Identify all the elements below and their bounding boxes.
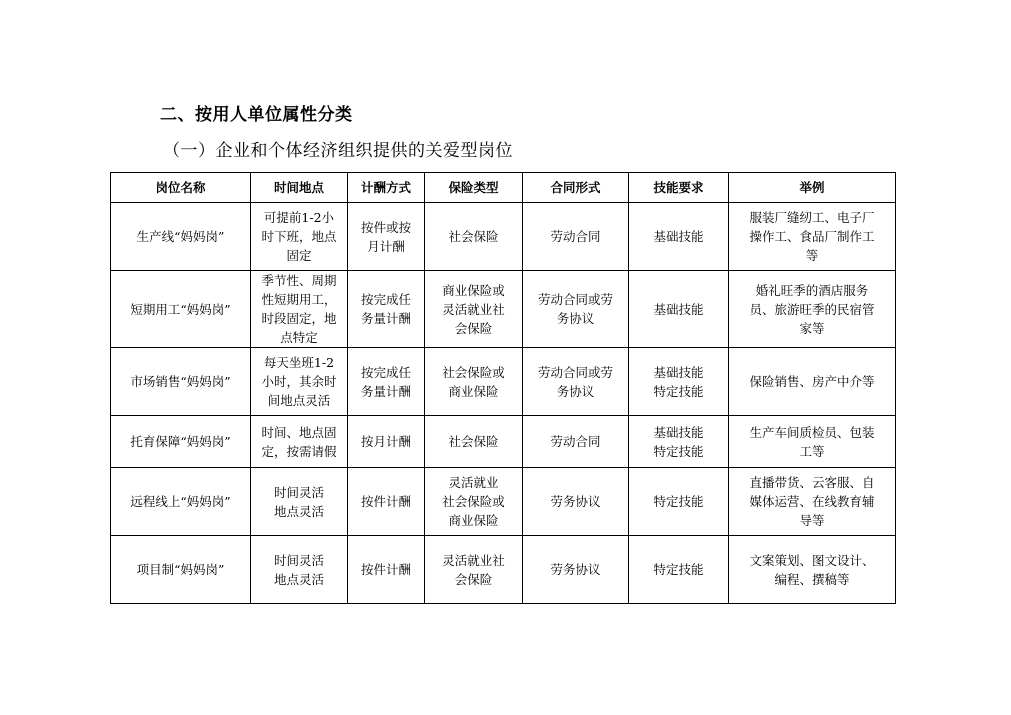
cell-example: 保险销售、房产中介等	[729, 348, 896, 416]
cell-pay-method: 按完成任 务量计酬	[348, 271, 425, 348]
cell-contract-form: 劳务协议	[523, 536, 629, 604]
cell-contract-form: 劳动合同或劳 务协议	[523, 271, 629, 348]
table-row	[111, 203, 896, 271]
cell-contract-form: 劳动合同或劳 务协议	[523, 348, 629, 416]
table-row	[111, 271, 896, 348]
cell-position-name: 项目制“妈妈岗”	[111, 536, 251, 604]
cell-position-name: 远程线上“妈妈岗”	[111, 468, 251, 536]
cell-contract-form: 劳动合同	[523, 203, 629, 271]
cell-position-name: 市场销售“妈妈岗”	[111, 348, 251, 416]
header-pay-method: 计酬方式	[348, 173, 425, 203]
cell-pay-method: 按件计酬	[348, 536, 425, 604]
header-position-name: 岗位名称	[111, 173, 251, 203]
table-row	[111, 536, 896, 604]
header-time-place: 时间地点	[251, 173, 348, 203]
cell-insurance-type: 社会保险	[425, 416, 523, 468]
cell-skill-requirement: 基础技能 特定技能	[629, 348, 729, 416]
cell-pay-method: 按件或按 月计酬	[348, 203, 425, 271]
cell-pay-method: 按件计酬	[348, 468, 425, 536]
cell-example: 文案策划、图文设计、 编程、撰稿等	[729, 536, 896, 604]
subsection-heading: （一）企业和个体经济组织提供的关爱型岗位	[163, 141, 513, 161]
cell-skill-requirement: 特定技能	[629, 536, 729, 604]
cell-insurance-type: 社会保险	[425, 203, 523, 271]
cell-pay-method: 按完成任 务量计酬	[348, 348, 425, 416]
job-position-table	[110, 172, 896, 604]
header-example: 举例	[729, 173, 896, 203]
cell-time-place: 季节性、周期 性短期用工， 时段固定，地 点特定	[251, 271, 348, 348]
cell-position-name: 短期用工“妈妈岗”	[111, 271, 251, 348]
cell-time-place: 可提前1-2小 时下班，地点 固定	[251, 203, 348, 271]
cell-position-name: 生产线“妈妈岗”	[111, 203, 251, 271]
cell-contract-form: 劳务协议	[523, 468, 629, 536]
cell-skill-requirement: 基础技能	[629, 203, 729, 271]
table-row	[111, 416, 896, 468]
cell-time-place: 时间灵活 地点灵活	[251, 536, 348, 604]
cell-insurance-type: 商业保险或 灵活就业社 会保险	[425, 271, 523, 348]
cell-pay-method: 按月计酬	[348, 416, 425, 468]
cell-skill-requirement: 基础技能	[629, 271, 729, 348]
cell-insurance-type: 灵活就业社 会保险	[425, 536, 523, 604]
header-skill-requirement: 技能要求	[629, 173, 729, 203]
cell-example: 服装厂缝纫工、电子厂 操作工、食品厂制作工 等	[729, 203, 896, 271]
cell-time-place: 时间灵活 地点灵活	[251, 468, 348, 536]
cell-example: 婚礼旺季的酒店服务 员、旅游旺季的民宿管 家等	[729, 271, 896, 348]
cell-example: 直播带货、云客服、自 媒体运营、在线教育辅 导等	[729, 468, 896, 536]
cell-contract-form: 劳动合同	[523, 416, 629, 468]
cell-position-name: 托育保障“妈妈岗”	[111, 416, 251, 468]
cell-skill-requirement: 特定技能	[629, 468, 729, 536]
table-row	[111, 468, 896, 536]
header-contract-form: 合同形式	[523, 173, 629, 203]
cell-example: 生产车间质检员、包装 工等	[729, 416, 896, 468]
section-heading: 二、按用人单位属性分类	[160, 105, 353, 125]
cell-skill-requirement: 基础技能 特定技能	[629, 416, 729, 468]
table-row	[111, 348, 896, 416]
table-header-row	[111, 173, 896, 203]
cell-time-place: 时间、地点固 定，按需请假	[251, 416, 348, 468]
header-insurance-type: 保险类型	[425, 173, 523, 203]
cell-time-place: 每天坐班1-2 小时，其余时 间地点灵活	[251, 348, 348, 416]
cell-insurance-type: 社会保险或 商业保险	[425, 348, 523, 416]
cell-insurance-type: 灵活就业 社会保险或 商业保险	[425, 468, 523, 536]
